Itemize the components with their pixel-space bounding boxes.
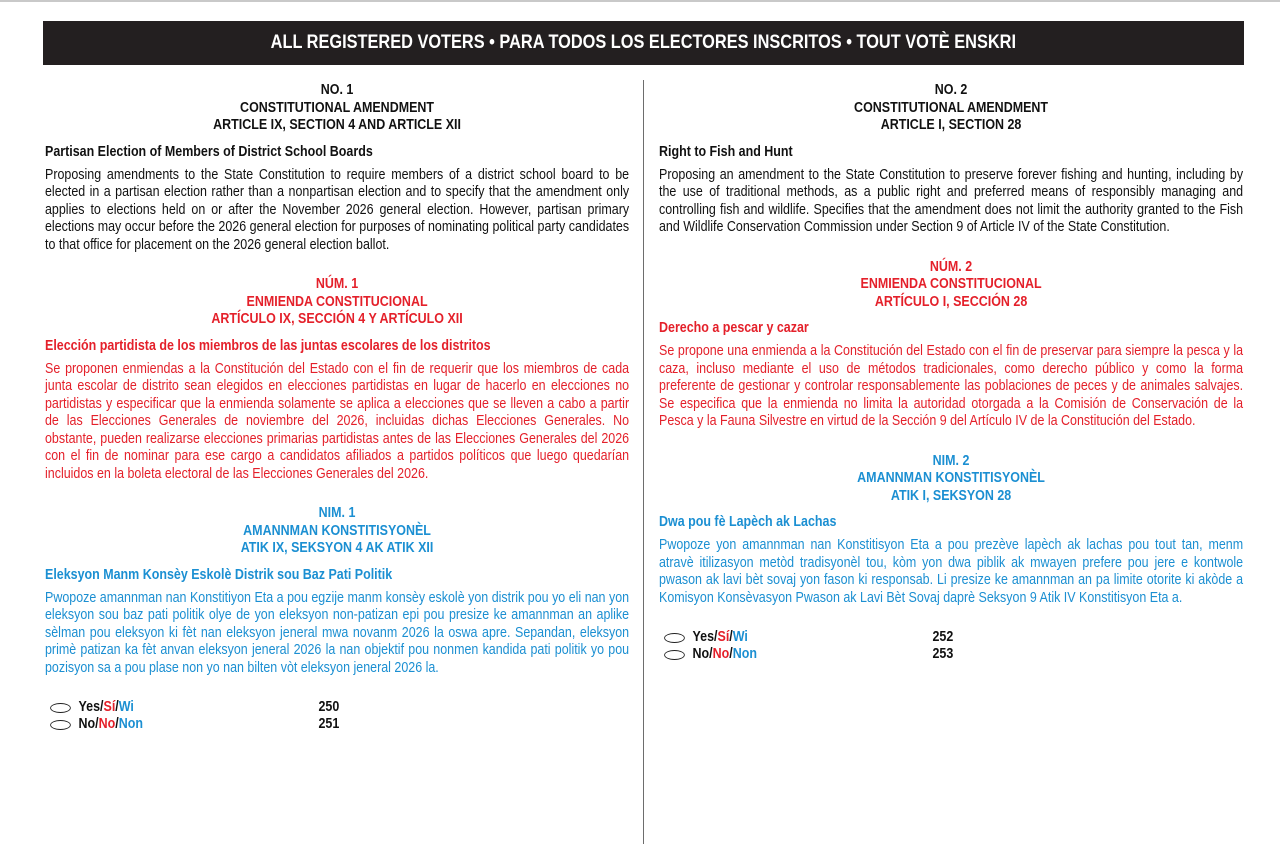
clipped-header-script <box>720 0 1140 6</box>
amendment-1-option-no[interactable] <box>45 716 629 733</box>
amendment-2-number-en: NO. 2 <box>934 82 968 98</box>
amendment-2-text-ht: Pwopoze yon amannman nan Konstitisyon Eta a pou prezève lapèch ak lachas pou tout tan, menm atravè itilizasyon metòd tradisyonèl tou, kòm yon dwa piblik ak mwayen prefere pou jere e kontwole pwason ak lavi bèt sovaj yon fason ki responsab. Li presize ke amannman an pa limite otorite ki akòde a Komisyon Konsèvasyon Pwason ak Lavi Bèt Sovaj daprè Seksyon 9 Atik IV Konstitisyon Eta a. <box>659 537 1244 606</box>
amendment-2-spanish <box>659 259 1243 431</box>
amendment-2-title-ht: Dwa pou fè Lapèch ak Lachas <box>659 514 837 530</box>
amendment-1-creole <box>45 505 629 677</box>
amendment-1-type-es: ENMIENDA CONSTITUCIONAL <box>246 293 428 310</box>
option-number: 253 <box>932 646 954 662</box>
banner-text: ALL REGISTERED VOTERS • PARA TODOS LOS ELECTORES INSCRITOS • TOUT VOTÈ ENSKRI <box>270 32 1017 53</box>
amendment-1-title-en: Partisan Election of Members of District School Boards <box>45 143 373 160</box>
amendment-2-type-es: ENMIENDA CONSTITUCIONAL <box>860 276 1042 292</box>
amendment-2-english <box>659 82 1243 237</box>
option-label: No/No/Non <box>78 716 143 732</box>
ballot-oval-no[interactable] <box>50 720 71 730</box>
amendment-1-text-en: Proposing amendments to the State Constitution to require members of a district school board to be elected in a partisan election rather than a nonpartisan election and to specify that the amendment only applies to elections held on or after the November 2026 general election. However, partisan primary elections may occur before the 2026 general election for purposes of nominating political party candidates to that office for placement on the 2026 general election ballot. <box>45 166 630 253</box>
option-number: 251 <box>318 716 340 732</box>
amendment-2-article-en: ARTICLE I, SECTION 28 <box>880 117 1022 133</box>
column-divider <box>643 80 644 844</box>
amendment-2-text-es: Se propone una enmienda a la Constitución del Estado con el fin de preservar para siempre la pesca y la caza, incluso mediante el uso de métodos tradicionales, como derecho público y como la forma preferente de gestionar y controlar responsablemente las poblaciones de peces y de animales salvajes. Se especifica que la enmienda no limita la autoridad otorgada a la Comisión de Conservación de la Pesca y la Fauna Silvestre en virtud de la Sección 9 del Artículo IV de la Constitución del Estado. <box>659 343 1244 429</box>
amendment-2-type-en: CONSTITUTIONAL AMENDMENT <box>854 99 1049 116</box>
amendment-2-type-ht: AMANNMAN KONSTITISYONÈL <box>857 470 1045 486</box>
amendment-2-title-en: Right to Fish and Hunt <box>659 143 793 160</box>
option-label: No/No/Non <box>692 646 757 662</box>
amendment-2-creole <box>659 453 1243 608</box>
voters-banner <box>43 21 1244 65</box>
amendment-1-type-ht: AMANNMAN KONSTITISYONÈL <box>243 522 431 539</box>
amendment-1-article-es: ARTÍCULO IX, SECCIÓN 4 Y ARTÍCULO XII <box>211 311 463 327</box>
amendment-2-text-en: Proposing an amendment to the State Constitution to preserve forever fishing and hunting, including by the use of traditional methods, as a public right and preferred means of responsibly managing and controlling fish and wildlife. Specifies that the amendment does not limit the authority granted to the Fish and Wildlife Conservation Commission under Section 9 of Article IV of the State Constitution. <box>659 166 1244 235</box>
amendment-1-options <box>45 699 629 733</box>
ballot-oval-yes[interactable] <box>664 633 685 643</box>
amendment-2-article-es: ARTÍCULO I, SECCIÓN 28 <box>874 293 1028 310</box>
option-number: 252 <box>932 629 954 645</box>
amendment-1-option-yes[interactable] <box>45 699 629 716</box>
amendment-1-title-es: Elección partidista de los miembros de las juntas escolares de los distritos <box>45 337 491 354</box>
ballot-oval-no[interactable] <box>664 650 685 660</box>
amendment-1-article-ht: ATIK IX, SEKSYON 4 AK ATIK XII <box>240 540 434 556</box>
amendment-1-text-es: Se proponen enmiendas a la Constitución del Estado con el fin de requerir que los miembros de cada junta escolar de distrito sean elegidos en elecciones partidistas en lugar de hacerlo en elecciones no partidistas y especificar que la enmienda solamente se aplica a elecciones que se lleven a cabo a partir de las Elecciones Generales de noviembre del 2026, incluidas dichas Elecciones Generales. No obstante, pueden realizarse elecciones primarias partidistas antes de las Elecciones Generales del 2026 con el fin de nominar para ese cargo a candidatos afiliados a partidos políticos que luego quedarían incluidos en la boleta electoral de las Elecciones Generales del 2026. <box>45 360 630 482</box>
option-number: 250 <box>318 699 340 715</box>
amendment-1-title-ht: Eleksyon Manm Konsèy Eskolè Distrik sou Baz Pati Politik <box>45 566 393 583</box>
amendment-1-article-en: ARTICLE IX, SECTION 4 AND ARTICLE XII <box>213 117 461 133</box>
amendment-2-number-ht: NIM. 2 <box>932 452 970 469</box>
amendment-2-option-yes[interactable] <box>659 629 1243 646</box>
amendment-2-options <box>659 629 1243 663</box>
amendment-1-number-en: NO. 1 <box>320 82 354 98</box>
amendment-1-number-es: NÚM. 1 <box>315 276 359 292</box>
amendment-2-article-ht: ATIK I, SEKSYON 28 <box>890 487 1012 504</box>
option-label: Yes/Sí/Wi <box>78 699 134 715</box>
amendment-1-spanish <box>45 276 629 483</box>
amendment-1-english <box>45 82 629 254</box>
amendment-1-type-en: CONSTITUTIONAL AMENDMENT <box>240 99 435 116</box>
amendment-2-title-es: Derecho a pescar y cazar <box>659 320 809 336</box>
amendment-2-number-es: NÚM. 2 <box>929 258 973 275</box>
amendment-1-column <box>45 82 629 733</box>
amendment-2-column <box>659 82 1243 663</box>
ballot-oval-yes[interactable] <box>50 703 71 713</box>
amendment-1-number-ht: NIM. 1 <box>318 505 356 521</box>
option-label: Yes/Sí/Wi <box>692 629 748 645</box>
amendment-1-text-ht: Pwopoze amannman nan Konstitiyon Eta a pou egzije manm konsèy eskolè yon distrik pou yo eli nan yon eleksyon sou baz pati politik olye de yon eleksyon non-patizan epi pou presize ke amannman an aplike sèlman pou eleksyon ki fèt nan eleksyon jeneral mwa novanm 2026 la oswa apre. Sepandan, eleksyon primè patizan ka fèt anvan eleksyon jeneral 2026 la nan objektif pou nonmen kandida pati politik yo pou pozisyon sa a pou plase non yo nan bilten vòt eleksyon jeneral 2026 la. <box>45 589 630 676</box>
amendment-2-option-no[interactable] <box>659 646 1243 663</box>
